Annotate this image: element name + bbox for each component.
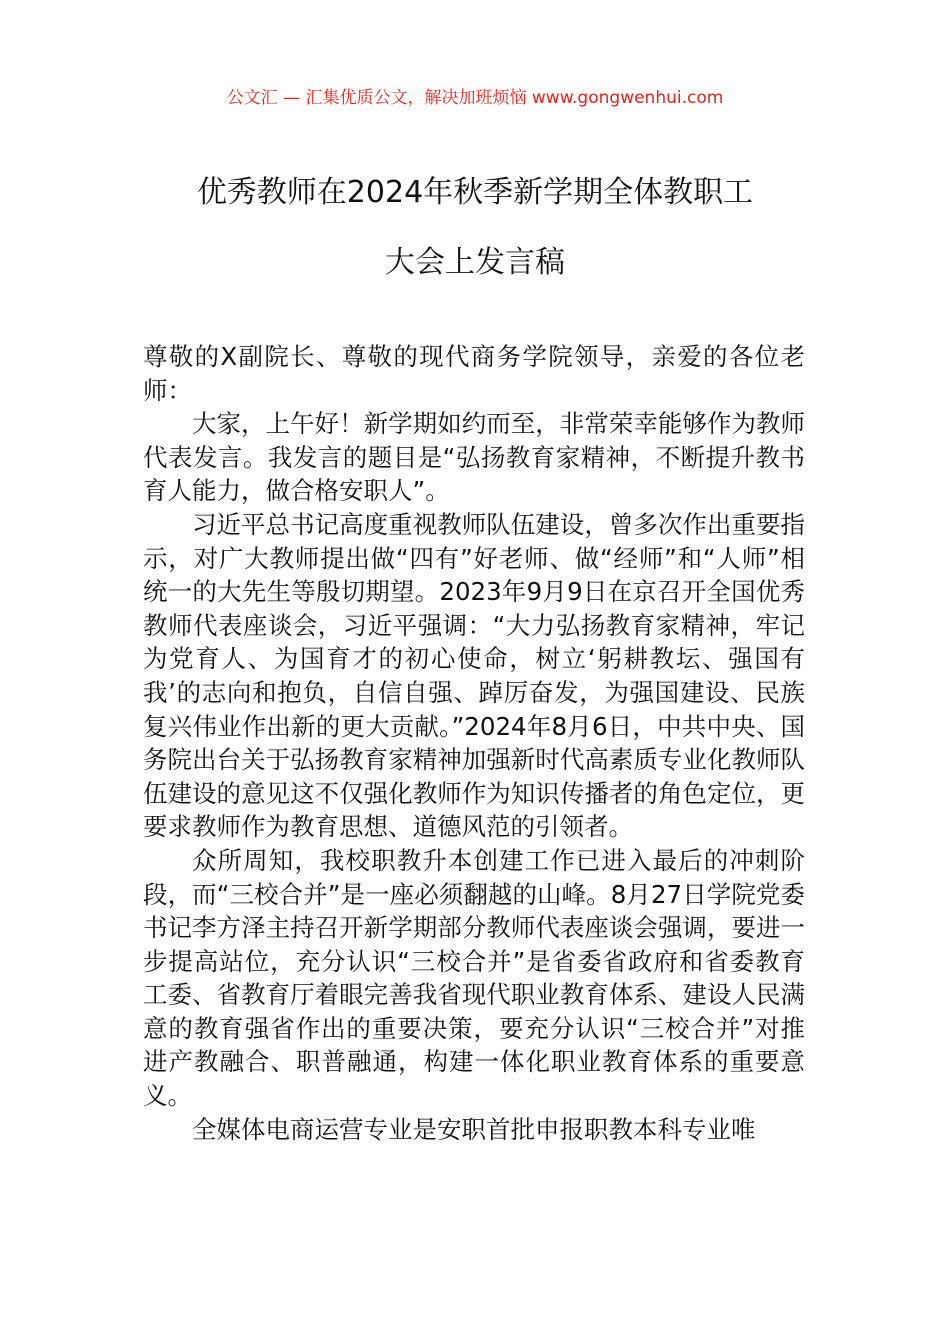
paragraph: 众所周知，我校职教升本创建工作已进入最后的冲刺阶段，而“三校合并”是一座必须翻越的山峰。8月27日学院党委书记李方泽主持召开新学期部分教师代表座谈会强调，要进一步提高站位，充分认识“三校合并”是省委省政府和省委教育工委、省教育厅着眼完善我省现代职业教育体系、建设人民满意的教育强省作出的重要决策，要充分认识“三校合并”对推进产教融合、职普融通，构建一体化职业教育体系的重要意义。 (143, 845, 805, 1111)
document-title (100, 158, 850, 298)
document-title-line-1: 优秀教师在2024年秋季新学期全体教职工 (196, 175, 754, 210)
paragraph: 习近平总书记高度重视教师队伍建设，曾多次作出重要指示，对广大教师提出做“四有”好老师、做“经师”和“人师”相统一的大先生等殷切期望。2023年9月9日在京召开全国优秀教师代表座谈会，习近平强调：“大力弘扬教育家精神，牢记为党育人、为国育才的初心使命，树立‘躬耕教坛、强国有我’的志向和抱负，自信自强、踔厉奋发，为强国建设、民族复兴伟业作出新的更大贡献。”2024年8月6日，中共中央、国务院出台关于弘扬教育家精神加强新时代高素质专业化教师队伍建设的意见这不仅强化教师作为知识传播者的角色定位，更要求教师作为教育思想、道德风范的引领者。 (143, 509, 805, 842)
salutation: 尊敬的X副院长、尊敬的现代商务学院领导，亲爱的各位老师： (143, 342, 805, 405)
watermark-header: 公文汇 — 汇集优质公文，解决加班烦恼 www.gongwenhui.com (226, 88, 724, 108)
paragraph: 全媒体电商运营专业是安职首批申报职教本科专业唯 (192, 1114, 756, 1144)
document-title-line-2: 大会上发言稿 (385, 245, 565, 280)
paragraph: 大家，上午好！新学期如约而至，非常荣幸能够作为教师代表发言。我发言的题目是“弘扬教育家精神，不断提升教书育人能力，做合格安职人”。 (143, 409, 805, 506)
document-body (143, 340, 805, 1146)
